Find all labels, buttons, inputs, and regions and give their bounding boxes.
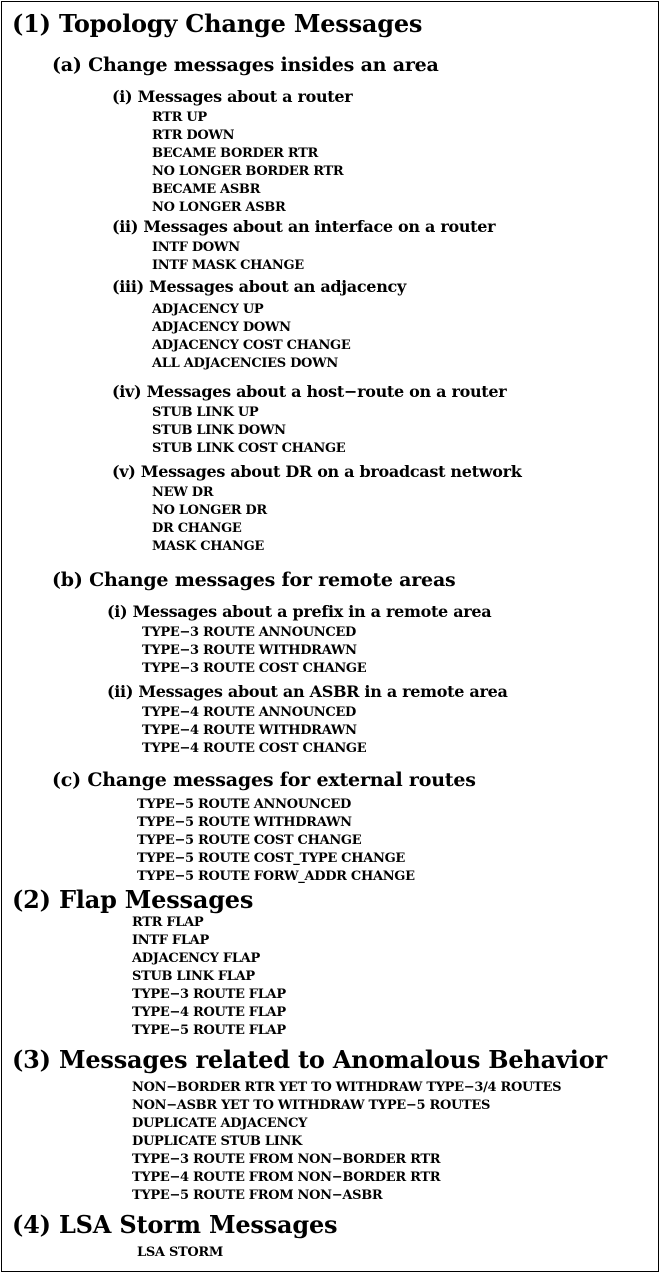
subsection-title-inside-area: (a) Change messages insides an area — [52, 54, 439, 76]
message-item: TYPE−3 ROUTE ANNOUNCED — [142, 625, 357, 640]
message-item: TYPE−3 ROUTE FLAP — [132, 987, 286, 1002]
message-item: TYPE−5 ROUTE FROM NON−ASBR — [132, 1188, 383, 1203]
message-item: ADJACENCY FLAP — [132, 951, 260, 966]
message-item: ADJACENCY UP — [152, 302, 264, 317]
message-item: TYPE−4 ROUTE WITHDRAWN — [142, 723, 357, 738]
message-item: ADJACENCY COST CHANGE — [152, 338, 351, 353]
group-title-asbr: (ii) Messages about an ASBR in a remote area — [107, 682, 508, 701]
group-title-dr: (v) Messages about DR on a broadcast network — [112, 462, 522, 481]
message-item: TYPE−3 ROUTE FROM NON−BORDER RTR — [132, 1152, 441, 1167]
section-title-topology-change: (1) Topology Change Messages — [12, 9, 423, 38]
message-item: BECAME BORDER RTR — [152, 146, 318, 161]
group-title-host-route: (iv) Messages about a host−route on a router — [112, 382, 507, 401]
message-item: NON−BORDER RTR YET TO WITHDRAW TYPE−3/4 ROUTES — [132, 1080, 562, 1095]
group-title-interface: (ii) Messages about an interface on a router — [112, 217, 496, 236]
message-item: TYPE−5 ROUTE COST CHANGE — [137, 833, 362, 848]
message-item: TYPE−4 ROUTE COST CHANGE — [142, 741, 367, 756]
message-item: NO LONGER DR — [152, 503, 267, 518]
message-item: TYPE−3 ROUTE WITHDRAWN — [142, 643, 357, 658]
subsection-title-remote-areas: (b) Change messages for remote areas — [52, 569, 456, 591]
message-item: STUB LINK COST CHANGE — [152, 441, 346, 456]
message-item: ADJACENCY DOWN — [152, 320, 291, 335]
message-item: STUB LINK FLAP — [132, 969, 255, 984]
message-item: STUB LINK DOWN — [152, 423, 286, 438]
message-item: ALL ADJACENCIES DOWN — [152, 356, 338, 371]
message-item: NO LONGER BORDER RTR — [152, 164, 344, 179]
section-title-flap: (2) Flap Messages — [12, 885, 254, 914]
message-item: NEW DR — [152, 485, 214, 500]
message-item: INTF FLAP — [132, 933, 209, 948]
message-item: NON−ASBR YET TO WITHDRAW TYPE−5 ROUTES — [132, 1098, 491, 1113]
message-item: RTR FLAP — [132, 915, 204, 930]
subsection-title-external-routes: (c) Change messages for external routes — [52, 769, 476, 791]
message-item: DUPLICATE ADJACENCY — [132, 1116, 308, 1131]
message-item: DR CHANGE — [152, 521, 242, 536]
group-title-prefix: (i) Messages about a prefix in a remote area — [107, 602, 492, 621]
section-title-anomalous-behavior: (3) Messages related to Anomalous Behavior — [12, 1045, 607, 1074]
message-item: NO LONGER ASBR — [152, 200, 286, 215]
message-item: INTF MASK CHANGE — [152, 258, 304, 273]
group-title-router: (i) Messages about a router — [112, 87, 353, 106]
message-item: INTF DOWN — [152, 240, 240, 255]
message-item: DUPLICATE STUB LINK — [132, 1134, 303, 1149]
message-item: RTR UP — [152, 110, 207, 125]
message-item: LSA STORM — [137, 1245, 224, 1260]
message-item: TYPE−4 ROUTE ANNOUNCED — [142, 705, 357, 720]
group-title-adjacency: (iii) Messages about an adjacency — [112, 277, 406, 296]
message-item: TYPE−5 ROUTE ANNOUNCED — [137, 797, 352, 812]
message-item: TYPE−5 ROUTE WITHDRAWN — [137, 815, 352, 830]
message-item: TYPE−4 ROUTE FROM NON−BORDER RTR — [132, 1170, 441, 1185]
message-item: RTR DOWN — [152, 128, 235, 143]
message-item: STUB LINK UP — [152, 405, 259, 420]
message-item: MASK CHANGE — [152, 539, 264, 554]
message-item: TYPE−5 ROUTE COST_TYPE CHANGE — [137, 851, 405, 866]
message-item: TYPE−3 ROUTE COST CHANGE — [142, 661, 367, 676]
message-item: BECAME ASBR — [152, 182, 261, 197]
message-item: TYPE−4 ROUTE FLAP — [132, 1005, 286, 1020]
message-taxonomy-diagram — [1, 1, 659, 1272]
message-item: TYPE−5 ROUTE FORW_ADDR CHANGE — [137, 869, 415, 884]
message-item: TYPE−5 ROUTE FLAP — [132, 1023, 286, 1038]
section-title-lsa-storm: (4) LSA Storm Messages — [12, 1210, 338, 1239]
